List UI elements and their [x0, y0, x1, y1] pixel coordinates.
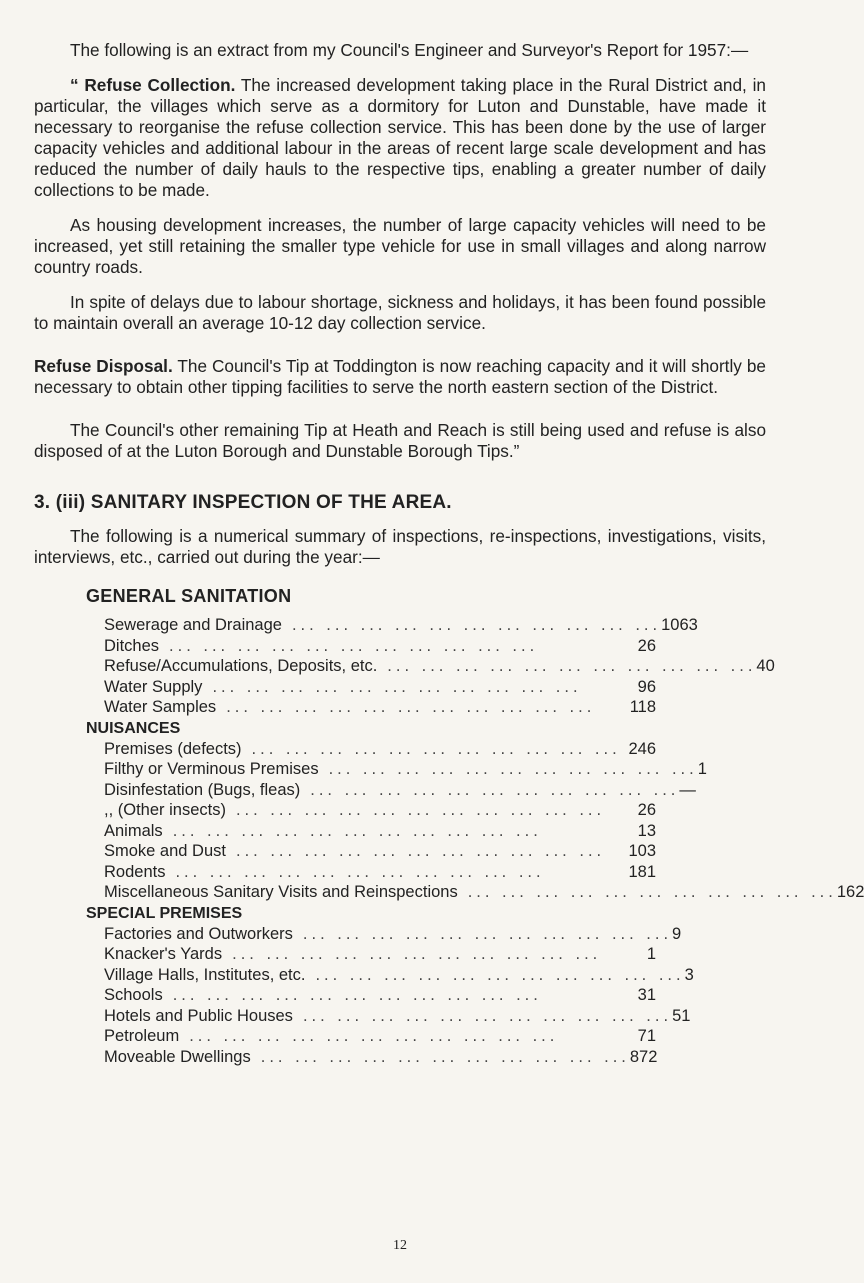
row-value: 40 — [756, 657, 775, 675]
special-premises-heading: SPECIAL PREMISES — [86, 904, 243, 922]
table-row — [86, 862, 656, 883]
special-premises-rows — [86, 924, 694, 1068]
leader-dots: ... ... ... ... ... ... ... ... ... ... ... — [175, 862, 545, 881]
row-label: Miscellaneous Sanitary Visits and Reinspections — [104, 883, 458, 901]
leader-dots: ... ... ... ... ... ... ... ... ... ... ... — [302, 1006, 673, 1025]
table-row — [86, 985, 656, 1006]
table-row — [86, 1006, 691, 1027]
row-label: Moveable Dwellings — [104, 1047, 251, 1066]
row-value: 246 — [628, 739, 656, 758]
row-value: 3 — [684, 965, 694, 984]
refuse-collection-text: The increased development taking place in the Rural District and, in particular, the villages which serve as a dormitory for Luton and Dunstable, have made it necessary to reorganise the refuse collection service. This has been done by the use of larger capacity vehicles and additional labour in the areas of recent large scale development and has reduced the number of daily hauls to the respective tips, enabling a greater number of daily collections to be made. — [34, 75, 766, 200]
table-row — [86, 677, 656, 698]
nuisances-heading: NUISANCES — [86, 719, 181, 737]
row-value: 1063 — [661, 616, 698, 634]
table-row — [86, 780, 696, 801]
table-row — [86, 636, 656, 657]
row-value: 118 — [629, 698, 656, 716]
row-label: Smoke and Dust — [104, 842, 226, 860]
table-row — [86, 924, 682, 945]
row-value: 1 — [646, 945, 656, 963]
leader-dots: ... ... ... ... ... ... ... ... ... ... ... — [232, 945, 602, 963]
row-value: 13 — [637, 821, 656, 840]
table-row — [86, 697, 656, 718]
row-value: 71 — [637, 1027, 656, 1045]
table-row — [86, 800, 656, 821]
row-value: 181 — [628, 862, 656, 881]
row-label: Animals — [104, 821, 163, 840]
page-number: 12 — [393, 1238, 407, 1253]
table-row — [86, 821, 656, 842]
row-label: Filthy or Verminous Premises — [104, 760, 319, 778]
row-label: Knacker's Yards — [104, 945, 223, 963]
refuse-disposal-text: The Council's Tip at Toddington is now reaching capacity and it will shortly be necessary to obtain other tipping facilities to serve the north eastern section of the District. — [34, 356, 766, 397]
table-row — [86, 739, 656, 760]
row-value: 1 — [697, 760, 707, 778]
table-row — [86, 882, 864, 903]
table-row — [86, 965, 694, 986]
row-label: Refuse/Accumulations, Deposits, etc. — [104, 657, 378, 675]
leader-dots: ... ... ... ... ... ... ... ... ... ... ... — [212, 677, 582, 696]
row-value: 162 — [836, 883, 864, 901]
other-tip-paragraph: The Council's other remaining Tip at Heath and Reach is still being used and refuse is also disposed of at the Luton Borough and Dunstable Borough Tips.” — [34, 420, 766, 461]
row-value: — — [679, 780, 696, 799]
delays-paragraph: In spite of delays due to labour shortage, sickness and holidays, it has been found possible to maintain overall an average 10-12 day collection service. — [34, 292, 766, 333]
row-value: 26 — [637, 801, 656, 819]
refuse-collection-heading: “ Refuse Collection. — [70, 75, 236, 95]
table-row — [86, 841, 656, 862]
table-row — [86, 944, 656, 965]
leader-dots: ... ... ... ... ... ... ... ... ... ... ... — [226, 698, 596, 716]
row-value: 103 — [628, 842, 656, 860]
table-row — [86, 615, 698, 636]
leader-dots: ... ... ... ... ... ... ... ... ... ... ... — [235, 842, 606, 860]
general-sanitation-rows — [86, 615, 775, 718]
leader-dots: ... ... ... ... ... ... ... ... ... ... ... — [172, 821, 542, 840]
intro-paragraph: The following is an extract from my Council's Engineer and Surveyor's Report for 1957:— — [70, 40, 749, 60]
section-heading: 3. (iii) SANITARY INSPECTION OF THE AREA. — [34, 492, 452, 513]
row-label: Ditches — [104, 636, 160, 655]
housing-paragraph: As housing development increases, the number of large capacity vehicles will need to be increased, yet still retaining the smaller type vehicle for use in small villages and along narrow country roads. — [34, 215, 766, 277]
leader-dots: ... ... ... ... ... ... ... ... ... ... ... — [467, 883, 837, 901]
table-row — [86, 1047, 656, 1068]
row-value: 31 — [637, 986, 656, 1004]
row-label: Hotels and Public Houses — [104, 1006, 293, 1025]
leader-dots: ... ... ... ... ... ... ... ... ... ... ... — [172, 986, 542, 1004]
leader-dots: ... ... ... ... ... ... ... ... ... ... ... — [310, 780, 680, 799]
row-label: Premises (defects) — [104, 739, 242, 758]
row-label: Disinfestation (Bugs, fleas) — [104, 780, 301, 799]
table-heading: GENERAL SANITATION — [86, 586, 292, 606]
row-label: Water Samples — [104, 698, 217, 716]
row-label: Rodents — [104, 862, 166, 881]
leader-dots: ... ... ... ... ... ... ... ... ... ... ... — [260, 1047, 630, 1066]
leader-dots: ... ... ... ... ... ... ... ... ... ... ... — [189, 1027, 559, 1045]
row-value: 96 — [637, 677, 656, 696]
section-intro: The following is a numerical summary of inspections, re-inspections, investigations, visits, interviews, etc., carried out during the year:— — [34, 526, 766, 567]
leader-dots: ... ... ... ... ... ... ... ... ... ... ... — [251, 739, 621, 758]
leader-dots: ... ... ... ... ... ... ... ... ... ... ... — [169, 636, 539, 655]
leader-dots: ... ... ... ... ... ... ... ... ... ... ... — [328, 760, 698, 778]
refuse-disposal-paragraph — [34, 356, 766, 398]
row-value: 51 — [672, 1006, 691, 1025]
inspection-table — [86, 615, 864, 1067]
row-value: 9 — [672, 924, 682, 943]
row-label: Village Halls, Institutes, etc. — [104, 965, 306, 984]
leader-dots: ... ... ... ... ... ... ... ... ... ... ... — [387, 657, 757, 675]
row-label: Sewerage and Drainage — [104, 616, 282, 634]
row-label: ,, (Other insects) — [104, 801, 226, 819]
table-row — [86, 1026, 656, 1047]
leader-dots: ... ... ... ... ... ... ... ... ... ... ... — [235, 801, 606, 819]
leader-dots: ... ... ... ... ... ... ... ... ... ... ... — [302, 924, 673, 943]
table-row — [86, 759, 707, 780]
refuse-collection-paragraph — [34, 75, 766, 201]
leader-dots: ... ... ... ... ... ... ... ... ... ... ... — [315, 965, 685, 984]
table-row — [86, 656, 775, 677]
row-label: Schools — [104, 986, 163, 1004]
row-label: Factories and Outworkers — [104, 924, 293, 943]
row-label: Petroleum — [104, 1027, 180, 1045]
row-value: 872 — [629, 1047, 658, 1066]
nuisances-rows — [86, 739, 864, 903]
row-label: Water Supply — [104, 677, 203, 696]
leader-dots: ... ... ... ... ... ... ... ... ... ... ... — [291, 616, 662, 634]
refuse-disposal-heading: Refuse Disposal. — [34, 356, 173, 376]
row-value: 26 — [637, 636, 656, 655]
